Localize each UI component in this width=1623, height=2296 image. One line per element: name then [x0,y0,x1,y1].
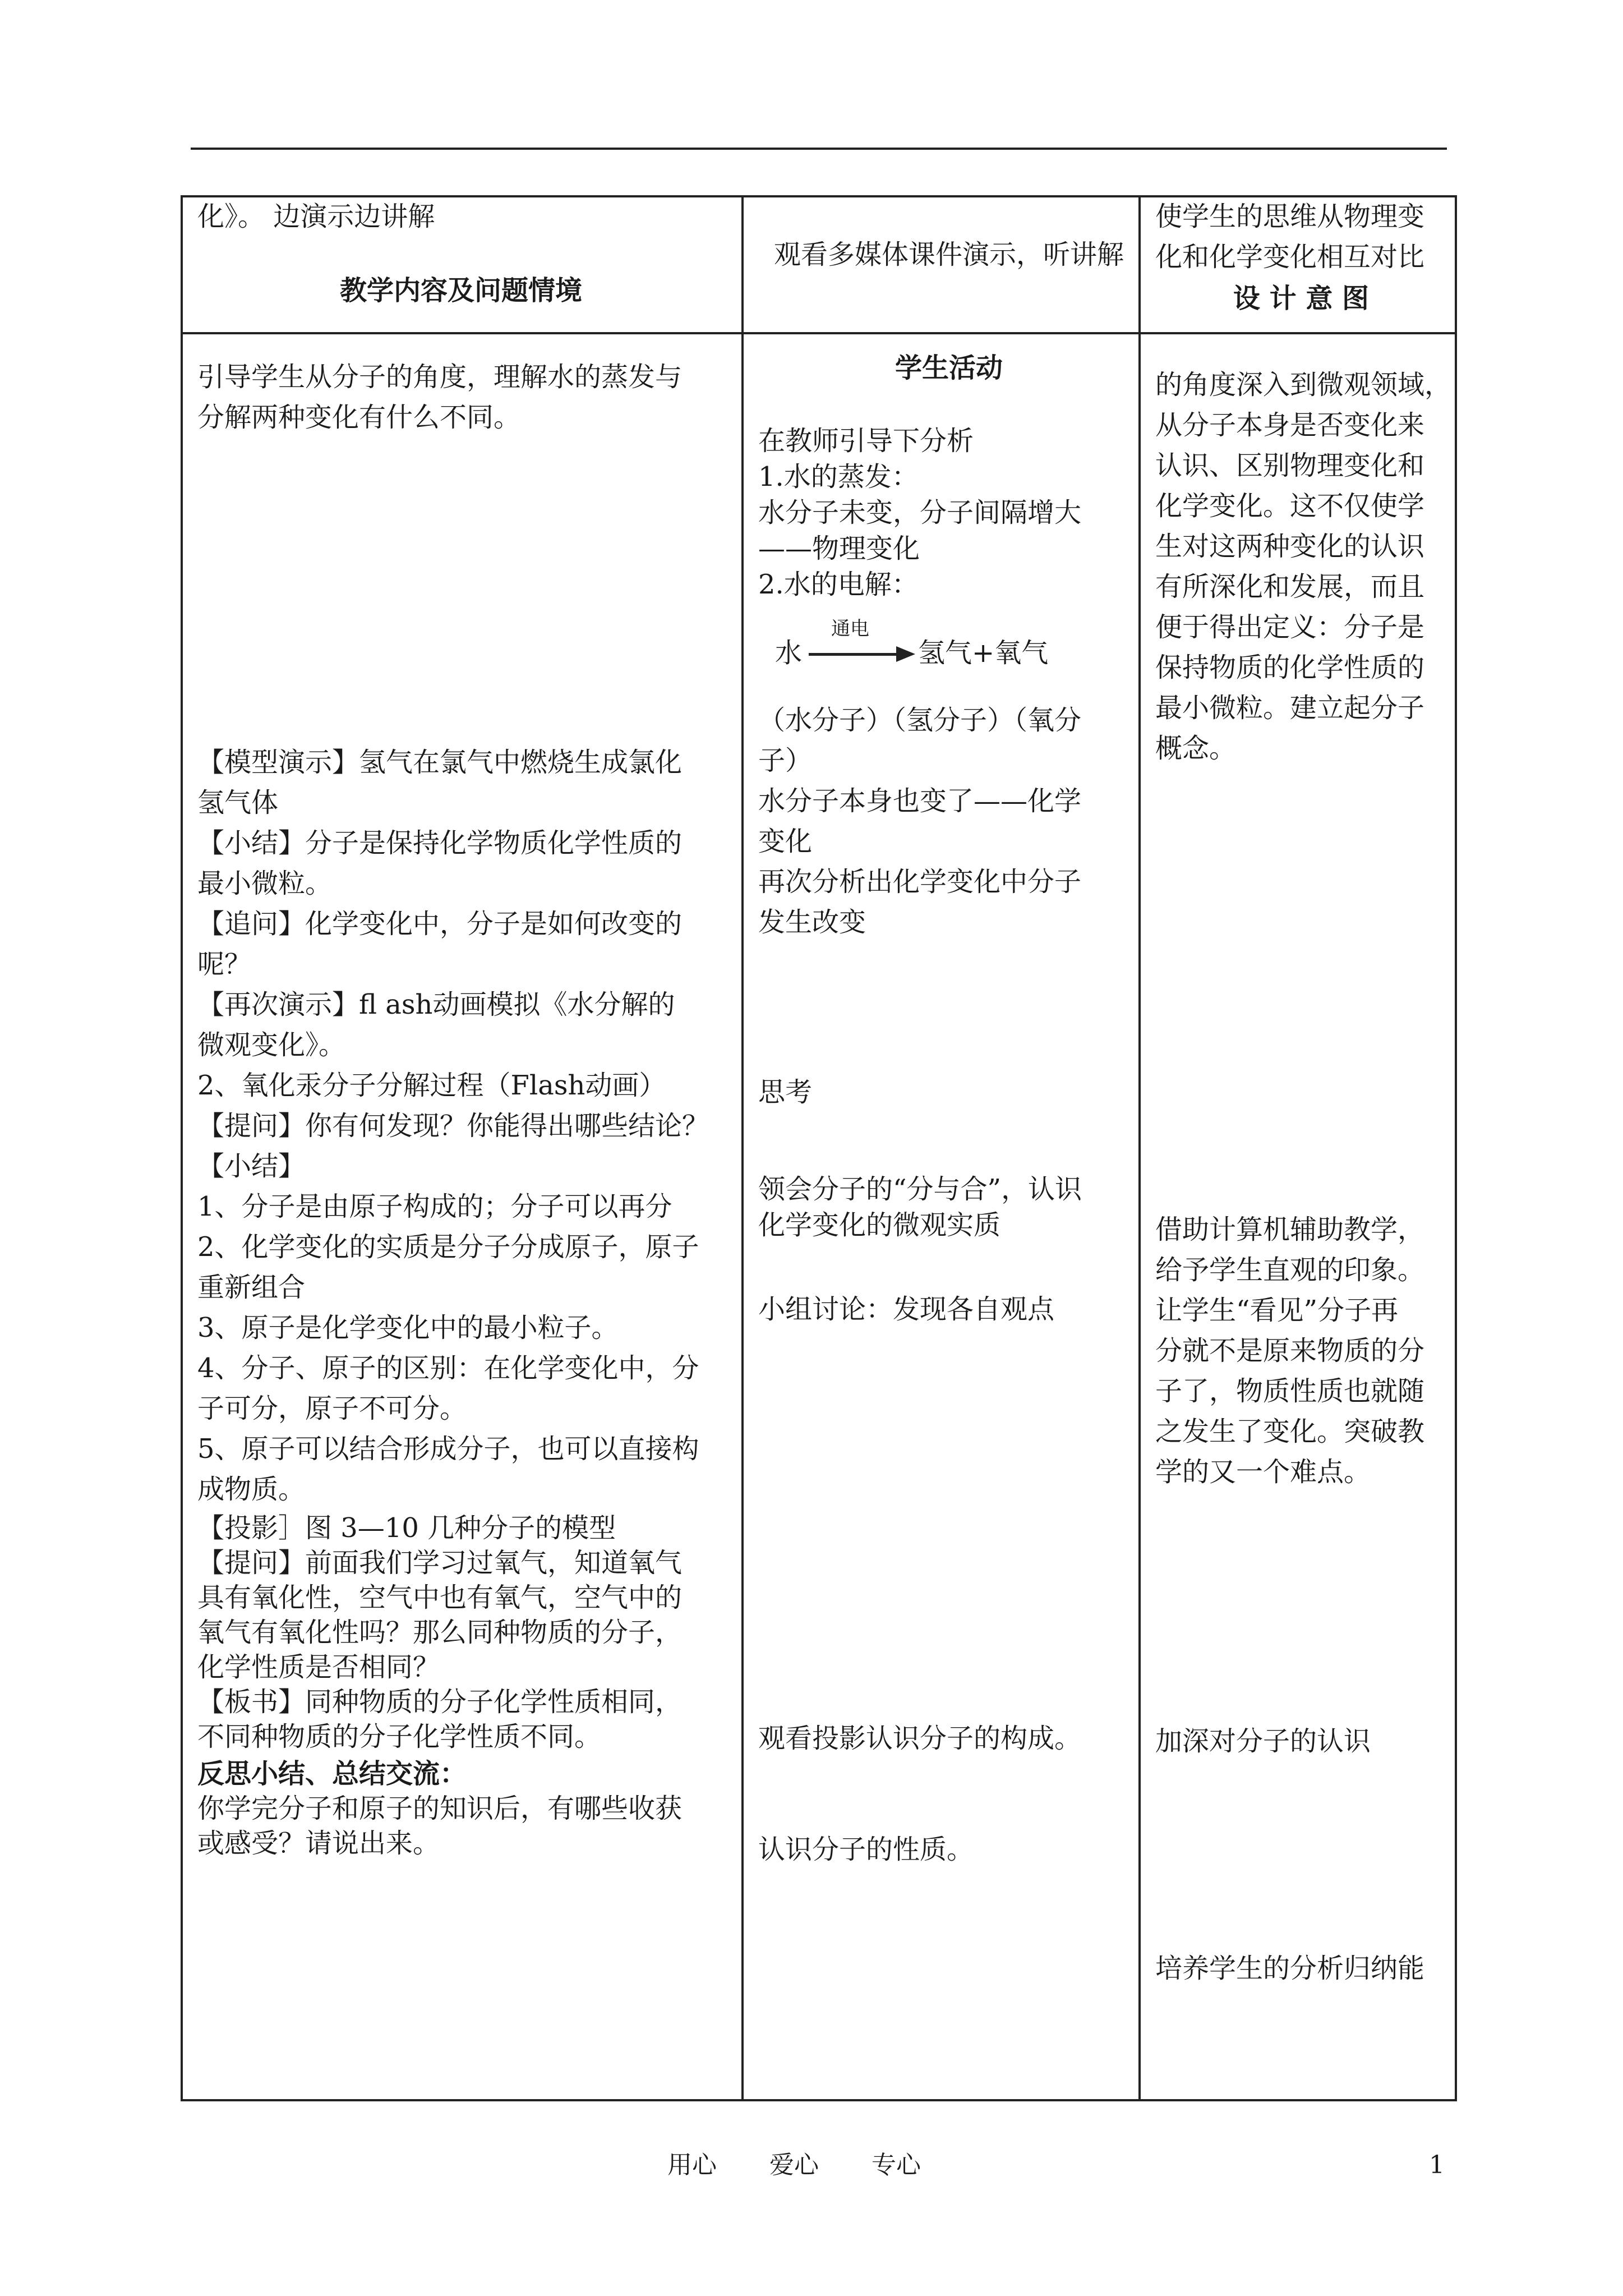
top-row-col3-line2: 化和化学变化相互对比 [1155,241,1425,273]
col1-line: 【投影］图 3—10 几种分子的模型 [197,1512,616,1544]
col1-line: 化学性质是否相同？ [197,1651,440,1683]
col1-line: 氢气体 [197,787,279,818]
reaction-arrow-line [809,653,898,656]
col2-line: 水分子本身也变了——化学 [758,785,1082,817]
top-row-col1-text: 化》。 边演示边讲解 [197,201,435,232]
col1-line: 2、氧化汞分子分解过程（Flash动画） [197,1070,666,1101]
col1-line: 不同种物质的分子化学性质不同。 [197,1721,602,1752]
col3-line: 给予学生直观的印象。 [1155,1254,1425,1286]
col2-line: 1.水的蒸发： [758,461,919,493]
col1-line: 3、原子是化学变化中的最小粒子。 [197,1312,619,1343]
col2-line: 化学变化的微观实质 [758,1209,1001,1241]
col3-line: 概念。 [1155,733,1237,764]
col2-line: 发生改变 [758,907,866,938]
col2-know-properties: 认识分子的性质。 [758,1834,974,1865]
col2-watch-projection: 观看投影认识分子的构成。 [758,1723,1082,1754]
col3-line: 借助计算机辅助教学， [1155,1214,1425,1245]
col1-line: 1、分子是由原子构成的；分子可以再分 [197,1191,672,1222]
col1-line: 重新组合 [197,1272,306,1303]
col3-line: 最小微粒。建立起分子 [1155,692,1425,724]
col1-line: 4、分子、原子的区别：在化学变化中，分 [197,1352,699,1384]
col3-deepen: 加深对分子的认识 [1155,1726,1371,1757]
col2-line: ——物理变化 [758,533,920,564]
col2-line: 子） [758,745,813,776]
lesson-table [181,195,1457,2101]
col1-intro-2: 分解两种变化有什么不同。 [197,402,521,433]
footer-motto-2: 爱心 [769,2151,819,2179]
col1-line: 或感受？请说出来。 [197,1828,440,1859]
col3-line: 从分子本身是否变化来 [1155,409,1425,441]
col1-line: 【追问】化学变化中，分子是如何改变的 [197,908,683,940]
col3-line: 保持物质的化学性质的 [1155,652,1425,683]
col2-header: 学生活动 [895,352,1003,384]
page-number: 1 [1429,2151,1445,2179]
col1-line: 成物质。 [197,1474,306,1505]
top-row-col2-text: 观看多媒体课件演示，听讲解 [773,239,1124,270]
col2-line: （水分子）（氢分子）（氧分 [758,705,1082,736]
col2-line: 在教师引导下分析 [758,425,974,457]
reaction-arrow-head [896,646,915,662]
col3-cultivate: 培养学生的分析归纳能 [1155,1953,1425,1984]
col2-think: 思考 [758,1076,813,1108]
top-row-col3-line1: 使学生的思维从物理变 [1155,201,1425,232]
header-row-border [181,332,1457,334]
col2-line: 再次分析出化学变化中分子 [758,866,1082,898]
equation-products: 氢气+氧气 [918,637,1049,669]
col1-line: 【提问】前面我们学习过氧气，知道氧气 [197,1547,683,1579]
col1-line: 呢？ [197,949,252,980]
col1-line: 2、化学变化的实质是分子分成原子，原子 [197,1231,699,1263]
footer-motto-1: 用心 [667,2151,717,2179]
table-bottom-border [181,2099,1457,2101]
header-rule [191,148,1447,150]
col1-line: 【提问】你有何发现？你能得出哪些结论？ [197,1110,709,1142]
col3-line: 让学生“看见”分子再 [1155,1295,1399,1326]
col1-line: 子可分，原子不可分。 [197,1393,467,1424]
col1-line: 最小微粒。 [197,868,333,899]
col3-line: 化学变化。这不仅使学 [1155,490,1425,522]
column-divider-1 [741,195,744,2101]
col1-line: 【再次演示】fl ash动画模拟《水分解的 [197,989,675,1020]
reflect-title: 反思小结、总结交流： [197,1758,467,1789]
equation-reactant: 水 [775,637,803,669]
equation-condition: 通电 [831,618,869,640]
col1-line: 【小结】分子是保持化学物质化学性质的 [197,827,683,859]
col1-intro-1: 引导学生从分子的角度，理解水的蒸发与 [197,361,683,393]
col1-line: 【板书】同种物质的分子化学性质相同， [197,1686,683,1718]
col3-header: 设 计 意 图 [1233,283,1370,314]
col2-line: 变化 [758,826,813,857]
col3-line: 子了，物质性质也就随 [1155,1375,1425,1407]
col2-group-discussion: 小组讨论：发现各自观点 [758,1294,1055,1325]
col3-line: 的角度深入到微观领域， [1155,369,1452,401]
col3-line: 认识、区别物理变化和 [1155,450,1425,481]
col2-line: 水分子未变，分子间隔增大 [758,497,1082,528]
col1-header: 教学内容及问题情境 [339,275,582,306]
col2-line: 2.水的电解： [758,569,919,600]
col1-line: 具有氧化性，空气中也有氧气，空气中的 [197,1582,683,1613]
col1-line: 【模型演示】氢气在氯气中燃烧生成氯化 [197,747,683,778]
col1-line: 你学完分子和原子的知识后，有哪些收获 [197,1793,683,1824]
col2-line: 领会分子的“分与合”，认识 [758,1174,1082,1205]
col3-line: 之发生了变化。突破教 [1155,1416,1425,1447]
col3-line: 便于得出定义：分子是 [1155,611,1425,643]
table-right-border [1455,195,1457,2101]
col1-line: 氧气有氧化性吗？那么同种物质的分子， [197,1617,683,1648]
table-left-border [181,195,183,2101]
col3-line: 生对这两种变化的认识 [1155,531,1425,562]
col3-line: 有所深化和发展，而且 [1155,571,1425,602]
col3-line: 学的又一个难点。 [1155,1456,1371,1488]
footer-motto-3: 专心 [872,2151,921,2179]
col3-line: 分就不是原来物质的分 [1155,1335,1425,1366]
col1-line: 【小结】 [197,1151,306,1182]
col1-line: 微观变化》。 [197,1029,346,1061]
col1-line: 5、原子可以结合形成分子，也可以直接构 [197,1433,699,1465]
